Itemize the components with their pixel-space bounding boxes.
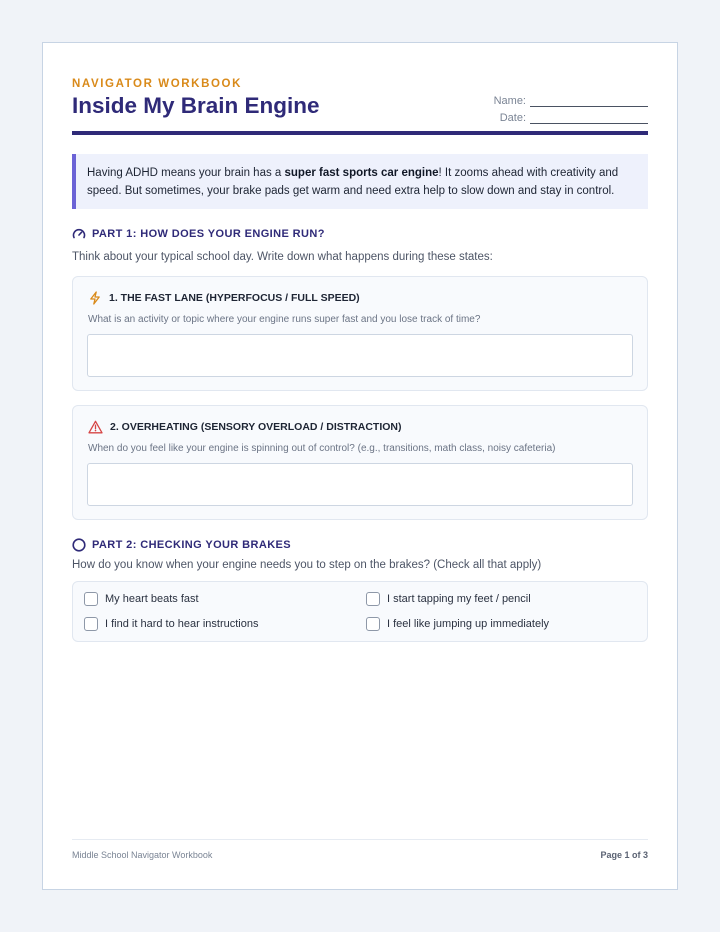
part1-heading [72, 227, 325, 241]
overheating-heading [88, 420, 402, 434]
part2-subtitle: How do you know when your engine needs you to step on the brakes? (Check all that apply) [72, 559, 542, 571]
overheating-answer-field[interactable] [87, 463, 633, 506]
fast-lane-answer-field[interactable] [87, 334, 633, 377]
check-label: My heart beats fast [105, 593, 199, 605]
name-label: Name: [493, 95, 526, 107]
name-row [448, 90, 648, 107]
fast-lane-question: What is an activity or topic where your engine runs super fast and you lose track of time? [88, 314, 481, 325]
fast-lane-heading-text: 1. THE FAST LANE (HYPERFOCUS / FULL SPEED) [109, 292, 360, 304]
checkbox[interactable] [84, 592, 98, 606]
intro-text-bold: super fast sports car engine [284, 167, 439, 179]
intro-text-start: Having ADHD means your brain has a [87, 167, 285, 179]
part1-heading-text: PART 1: HOW DOES YOUR ENGINE RUN? [92, 228, 325, 240]
check-tapping-feet[interactable] [366, 592, 531, 606]
name-field[interactable] [530, 95, 648, 107]
worksheet-page [42, 42, 678, 890]
check-hard-to-hear[interactable] [84, 617, 258, 631]
part1-subtitle: Think about your typical school day. Write down what happens during these states: [72, 251, 493, 263]
part2-heading-text: PART 2: CHECKING YOUR BRAKES [92, 539, 292, 551]
name-date-block [448, 90, 648, 124]
page-title: Inside My Brain Engine [72, 93, 320, 118]
check-label: I feel like jumping up immediately [387, 618, 550, 630]
checkbox[interactable] [84, 617, 98, 631]
date-row [448, 107, 648, 124]
checkbox[interactable] [366, 592, 380, 606]
fast-lane-heading [88, 291, 360, 305]
intro-callout [72, 154, 648, 209]
circle-icon [72, 538, 86, 552]
intro-text-end: ! It zooms ahead with creativity and speed. But sometimes, your brake pads get warm and need extra help to slow down and stay in control. [87, 167, 619, 197]
workbook-eyebrow: NAVIGATOR WORKBOOK [72, 78, 242, 90]
overheating-card [72, 405, 648, 520]
check-label: I find it hard to hear instructions [105, 618, 259, 630]
page-header [72, 77, 648, 135]
checkbox[interactable] [366, 617, 380, 631]
check-heart-beats-fast[interactable] [84, 592, 199, 606]
lightning-icon [88, 291, 102, 305]
gauge-icon [72, 227, 86, 241]
check-label: I start tapping my feet / pencil [387, 593, 531, 605]
date-field[interactable] [530, 112, 648, 124]
footer-workbook-name: Middle School Navigator Workbook [72, 850, 213, 860]
page-footer [72, 839, 648, 869]
overheating-heading-text: 2. OVERHEATING (SENSORY OVERLOAD / DISTRACTION) [110, 421, 402, 433]
date-label: Date: [499, 112, 526, 124]
footer-page-number: Page 1 of 3 [600, 850, 648, 860]
warning-triangle-icon [88, 420, 103, 434]
fast-lane-card [72, 276, 648, 391]
check-jumping-up[interactable] [366, 617, 549, 631]
overheating-question: When do you feel like your engine is spinning out of control? (e.g., transitions, math class, noisy cafeteria) [88, 443, 556, 454]
brake-checklist [72, 581, 648, 642]
part2-heading [72, 538, 291, 552]
